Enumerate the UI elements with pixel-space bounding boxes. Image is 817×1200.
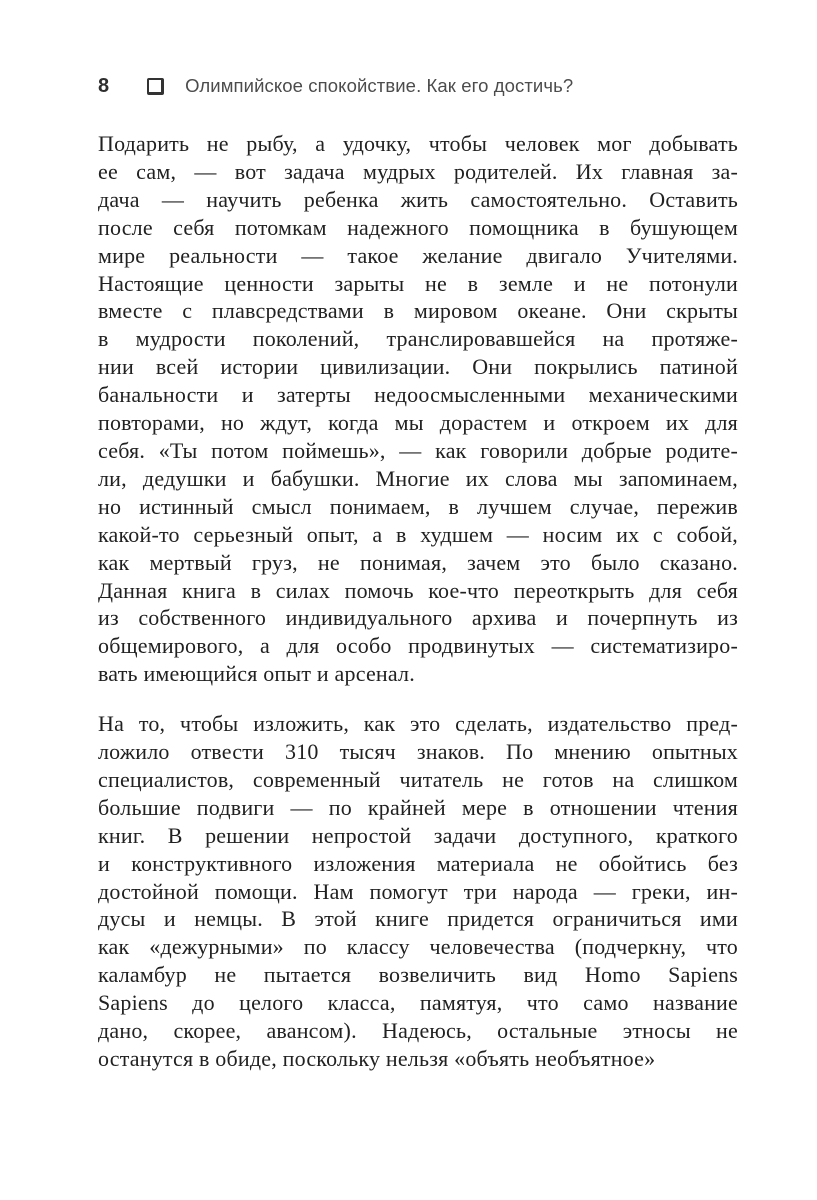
text-line: дусы и немцы. В этой книге придется ограничиться ими: [98, 906, 738, 932]
text-line: останутся в обиде, поскольку нельзя «объять необъятное»: [98, 1046, 656, 1071]
text-line: Подарить не рыбу, а удочку, чтобы человек мог добывать: [98, 131, 738, 156]
text-line: ли, дедушки и бабушки. Многие их слова мы запоминаем,: [98, 465, 738, 491]
text-line: из собственного индивидуального архива и почерпнуть из: [98, 605, 738, 631]
text-line: повторами, но ждут, когда мы дорастем и откроем их для: [98, 410, 738, 436]
text-line: общемирового, а для особо продвинутых — систематизиро-: [98, 633, 738, 659]
paragraph: [98, 130, 738, 688]
page-number: 8: [98, 75, 110, 97]
square-outline-icon: [147, 78, 164, 95]
text-line: дано, скорее, авансом). Надеюсь, остальные этносы не: [98, 1018, 738, 1044]
text-line: себя. «Ты потом поймешь», — как говорили добрые родите-: [98, 437, 738, 463]
text-line: вать имеющийся опыт и арсенал.: [98, 661, 415, 687]
text-line: ложило отвести 310 тысяч знаков. По мнению опытных: [98, 739, 738, 765]
running-title: Олимпийское спокойствие. Как его достичь?: [185, 75, 574, 96]
text-line: дача — научить ребенка жить самостоятельно. Оставить: [98, 186, 738, 212]
text-line: ее сам, — вот задача мудрых родителей. Их главная за-: [98, 158, 738, 184]
text-line: Настоящие ценности зарыты не в земле и не потонули: [98, 270, 738, 296]
running-header: [98, 76, 737, 96]
text-line: как мертвый груз, не понимая, зачем это было сказано.: [98, 549, 738, 575]
text-line: но истинный смысл понимаем, в лучшем случае, пережив: [98, 493, 738, 519]
text-line: нии всей истории цивилизации. Они покрылись патиной: [98, 354, 738, 380]
text-line: достойной помощи. Нам помогут три народа — греки, ин-: [98, 878, 738, 904]
text-line: большие подвиги — по крайней мере в отношении чтения: [98, 794, 738, 820]
text-line: специалистов, современный читатель не готов на слишком: [98, 766, 738, 792]
text-line: какой-то серьезный опыт, а в худшем — носим их с собой,: [98, 521, 738, 547]
text-line: На то, чтобы изложить, как это сделать, издательство пред-: [98, 711, 738, 737]
text-line: вместе с плавсредствами в мировом океане. Они скрыты: [98, 298, 738, 324]
text-line: в мудрости поколений, транслировавшейся на протяже-: [98, 326, 738, 352]
text-line: Данная книга в силах помочь кое-что переоткрыть для себя: [98, 577, 738, 603]
text-line: и конструктивного изложения материала не обойтись без: [98, 850, 738, 876]
text-body: [98, 130, 738, 1095]
text-line: как «дежурными» по классу человечества (подчеркну, что: [98, 934, 738, 960]
text-line: книг. В решении непростой задачи доступного, краткого: [98, 822, 738, 848]
text-line: каламбур не пытается возвеличить вид Homo Sapiens: [98, 962, 738, 988]
text-line: мире реальности — такое желание двигало Учителями.: [98, 242, 738, 268]
text-line: банальности и затерты недоосмысленными механическими: [98, 382, 738, 408]
text-line: после себя потомкам надежного помощника в бушующем: [98, 214, 738, 240]
paragraph: [98, 710, 738, 1073]
text-line: Sapiens до целого класса, памятуя, что само название: [98, 990, 738, 1016]
